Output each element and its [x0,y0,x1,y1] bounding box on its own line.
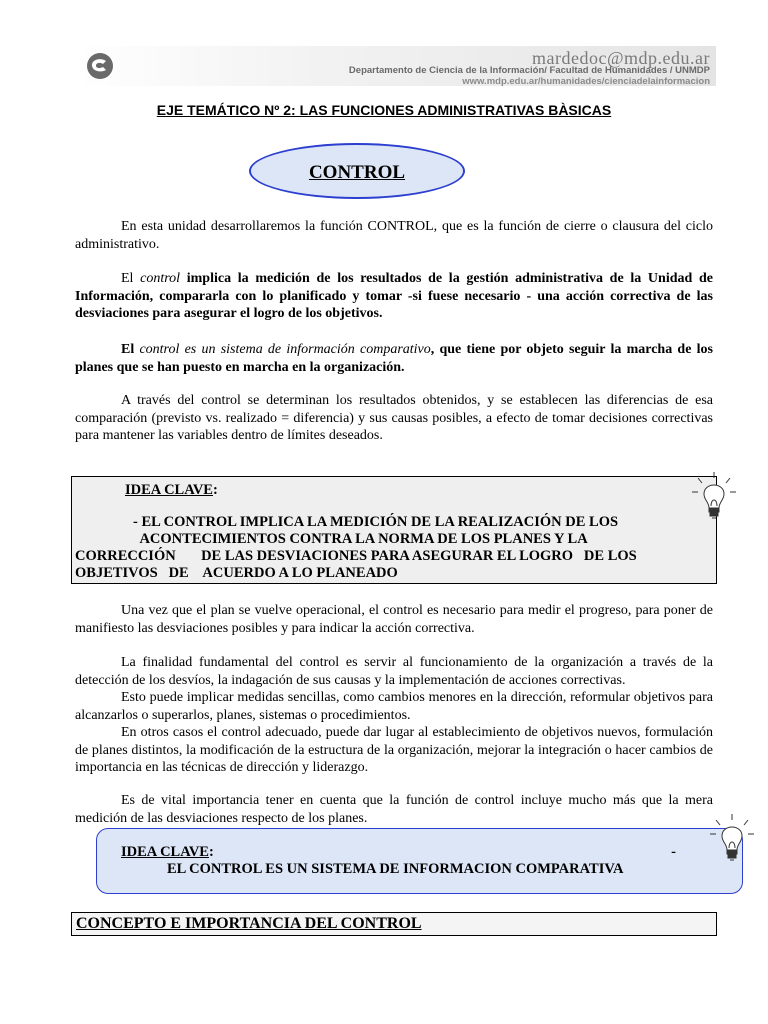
key-idea-title-2: IDEA CLAVE: [121,844,214,860]
key-idea-box-2 [96,828,743,894]
p3-rest: , que tiene por objeto seguir la marcha de los planes que se han puesto en marcha en la organización. [75,342,713,375]
p2-lead: El [121,271,141,286]
key-idea-box-1 [71,476,717,584]
p2-italic: control [140,271,181,286]
paragraph-control-system [75,341,713,376]
header-email: mardedoc@mdp.edu.ar [531,48,710,68]
section-title: CONTROL [308,162,406,183]
paragraph-importance: Es de vital importancia tener en cuenta que la función de control incluye mucho más que la mera medición de las desviaciones respecto de los planes. [75,793,713,826]
header-url: www.mdp.edu.ar/humanidades/cienciadelainformacion [462,76,710,87]
paragraph-control-definition [75,270,713,323]
key-idea-title-1: IDEA CLAVE: [125,482,218,498]
logo-icon [82,52,120,80]
section-heading-box [71,912,717,936]
paragraph-intro: En esta unidad desarrollaremos la función CONTROL, que es la función de cierre o clausura del ciclo administrativo. [75,219,713,252]
p3-lead: El [121,342,140,357]
paragraph-measures: Esto puede implicar medidas sencillas, como cambios menores en la dirección, reformular objetivos para alcanzarlos o superarlos, planes, sistemas o procedimientos. [75,690,713,723]
key-idea-body-2: EL CONTROL ES UN SISTEMA DE INFORMACION COMPARATIVA [167,861,624,877]
section-title-oval [249,143,465,199]
key-idea-dash: - [671,844,676,860]
header-department: Departamento de Ciencia de la Información/ Facultad de Humanidades / UNMDP [348,65,710,76]
lightbulb-icon [690,470,738,526]
p2-rest: implica la medición de los resultados de la gestión administrativa de la Unidad de Información, compararla con lo planificado y tomar -si fuese necesario - una acción correctiva de las desviaciones para asegurar el logro de los objetivos. [75,271,713,322]
lightbulb-icon [708,812,756,868]
paragraph-finality: La finalidad fundamental del control es servir al funcionamiento de la organización a través de la detección de los desvíos, la indagación de sus causas y la implementación de acciones correctivas. [75,655,713,688]
page-title: EJE TEMÁTICO Nº 2: LAS FUNCIONES ADMINISTRATIVAS BÀSICAS [156,102,612,118]
section-heading: CONCEPTO E IMPORTANCIA DEL CONTROL [76,915,422,932]
paragraph-other-cases: En otros casos el control adecuado, puede dar lugar al establecimiento de objetivos nuevos, formulación de planes distintos, la modificación de la estructura de la organización, mejorar la integración o hacer cambios de importancia en las técnicas de dirección y liderazgo. [75,725,713,776]
key-idea-body-1: - EL CONTROL IMPLICA LA MEDICIÓN DE LA REALIZACIÓN DE LOS ACONTECIMIENTOS CONTRA LA NORMA DE LOS PLANES Y LA CORRECCIÓN DE LAS DESVIACIONES PARA ASEGURAR EL LOGRO DE LOS OBJETIVOS DE ACUERDO A LO PLANEADO [75,514,637,581]
p3-italic: control es un sistema de información comparativo [139,342,431,357]
paragraph-operational: Una vez que el plan se vuelve operacional, el control es necesario para medir el progreso, para poner de manifiesto las desviaciones posibles y para indicar la acción correctiva. [75,603,713,636]
paragraph-results: A través del control se determinan los resultados obtenidos, y se establecen las diferencias de esa comparación (previsto vs. realizado = diferencia) y sus causas posibles, a efecto de tomar decisiones correctivas para mantener las variables dentro de límites deseados. [75,393,713,444]
